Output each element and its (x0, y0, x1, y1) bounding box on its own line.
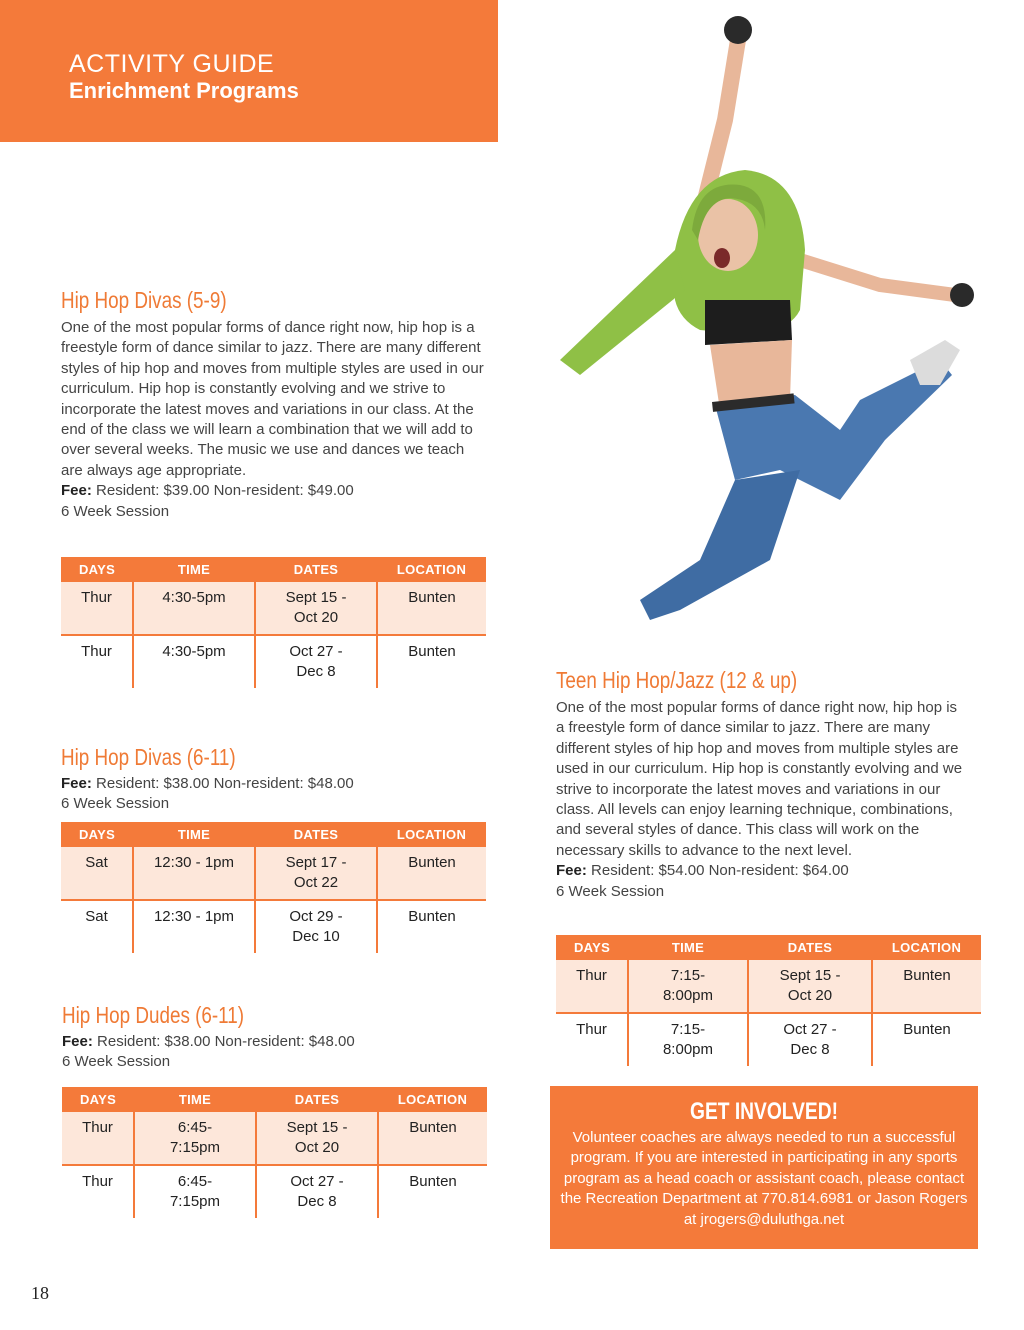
section-description: One of the most popular forms of dance right now, hip hop is a freestyle form of dance similar to jazz. There are many different styles of hip hop and moves from multiple styles are used in our curriculum. Hip hop is constantly evolving and we strive to incorporate the latest moves and variations in our class. All levels can enjoy learning technique, combinations, and several styles of dance. This class will work on the necessary skills to advance to the next level. (556, 699, 963, 859)
dancer-jumping-photo (500, 0, 1010, 650)
table-header-time: TIME (133, 822, 255, 847)
cell-time: 7:15- 8:00pm (628, 960, 748, 1013)
get-involved-text: Volunteer coaches are always needed to run a successful program. If you are interested in participating in any sports program as a head coach or assistant coach, please contact the Recreation Department at 770.814.6981 or Jason Rogers at jrogers@duluthga.net (560, 1129, 968, 1228)
section-body-hip-hop-divas-5-9 (61, 318, 486, 522)
get-involved-title: GET INVOLVED! (690, 1098, 838, 1125)
fee-label: Fee: (556, 862, 587, 880)
schedule-table-hip-hop-divas-5-9 (61, 557, 486, 688)
cell-days: Thur (556, 960, 628, 1013)
cell-dates: Oct 27 - Dec 8 (748, 1013, 872, 1066)
table-row (62, 1165, 487, 1218)
schedule-table-teen-hip-hop-jazz (556, 935, 981, 1066)
section-body-teen-hip-hop-jazz (556, 698, 966, 902)
session-length: 6 Week Session (556, 882, 665, 900)
schedule-table-hip-hop-divas-6-11 (61, 822, 486, 953)
table-header-days: DAYS (556, 935, 628, 960)
table-header-time: TIME (134, 1087, 256, 1112)
cell-dates: Oct 27 - Dec 8 (255, 635, 377, 688)
table-row (61, 635, 486, 688)
table-row (556, 1013, 981, 1066)
section-body-hip-hop-dudes-6-11 (62, 1032, 487, 1073)
cell-location: Bunten (378, 1112, 487, 1165)
header-banner (0, 0, 498, 142)
table-header-dates: DATES (255, 557, 377, 582)
table-row (62, 1112, 487, 1165)
cell-days: Thur (62, 1165, 134, 1218)
fee-value: Resident: $38.00 Non-resident: $48.00 (96, 775, 354, 792)
cell-time: 6:45- 7:15pm (134, 1112, 256, 1165)
table-row (61, 847, 486, 900)
cell-days: Sat (61, 847, 133, 900)
section-title-hip-hop-divas-5-9: Hip Hop Divas (5-9) (61, 287, 227, 313)
cell-dates: Sept 15 - Oct 20 (255, 582, 377, 635)
cell-time: 12:30 - 1pm (133, 847, 255, 900)
cell-location: Bunten (377, 635, 486, 688)
table-header-days: DAYS (61, 822, 133, 847)
table-header-time: TIME (628, 935, 748, 960)
cell-days: Thur (61, 582, 133, 635)
cell-location: Bunten (378, 1165, 487, 1218)
session-length: 6 Week Session (61, 795, 170, 813)
get-involved-callout (550, 1086, 978, 1249)
section-title-hip-hop-dudes-6-11: Hip Hop Dudes (6-11) (62, 1002, 245, 1028)
cell-time: 12:30 - 1pm (133, 900, 255, 953)
schedule-table-hip-hop-dudes-6-11 (62, 1087, 487, 1218)
cell-dates: Sept 15 - Oct 20 (748, 960, 872, 1013)
table-row (556, 960, 981, 1013)
cell-location: Bunten (872, 960, 981, 1013)
cell-time: 4:30-5pm (133, 635, 255, 688)
section-description: One of the most popular forms of dance right now, hip hop is a freestyle form of dance similar to jazz. There are many different styles of hip hop and moves from multiple styles are used in our curriculum. Hip hop is constantly evolving and we strive to incorporate the latest moves and variations in our class. At the end of the class we will learn a combination that we will add to over several weeks. The music we use and dances we teach are always age appropriate. (61, 319, 484, 479)
table-header-location: LOCATION (377, 557, 486, 582)
table-header-days: DAYS (62, 1087, 134, 1112)
section-body-hip-hop-divas-6-11 (61, 774, 486, 815)
table-row (61, 582, 486, 635)
cell-location: Bunten (377, 582, 486, 635)
table-header-dates: DATES (255, 822, 377, 847)
cell-time: 7:15- 8:00pm (628, 1013, 748, 1066)
header-subtitle: Enrichment Programs (69, 78, 299, 103)
table-header-location: LOCATION (377, 822, 486, 847)
cell-days: Thur (61, 635, 133, 688)
fee-value: Resident: $54.00 Non-resident: $64.00 (591, 862, 849, 880)
cell-dates: Oct 27 - Dec 8 (256, 1165, 378, 1218)
session-length: 6 Week Session (61, 502, 170, 520)
table-row (61, 900, 486, 953)
fee-label: Fee: (62, 1033, 93, 1050)
section-title-teen-hip-hop-jazz: Teen Hip Hop/Jazz (12 & up) (556, 667, 798, 693)
cell-days: Thur (62, 1112, 134, 1165)
table-header-time: TIME (133, 557, 255, 582)
table-header-location: LOCATION (378, 1087, 487, 1112)
cell-dates: Sept 17 - Oct 22 (255, 847, 377, 900)
table-header-dates: DATES (256, 1087, 378, 1112)
fee-value: Resident: $38.00 Non-resident: $48.00 (97, 1033, 355, 1050)
cell-time: 6:45- 7:15pm (134, 1165, 256, 1218)
cell-days: Thur (556, 1013, 628, 1066)
cell-time: 4:30-5pm (133, 582, 255, 635)
page-number: 18 (31, 1283, 49, 1303)
session-length: 6 Week Session (62, 1053, 171, 1071)
cell-dates: Sept 15 - Oct 20 (256, 1112, 378, 1165)
table-header-location: LOCATION (872, 935, 981, 960)
cell-location: Bunten (377, 847, 486, 900)
cell-dates: Oct 29 - Dec 10 (255, 900, 377, 953)
fee-value: Resident: $39.00 Non-resident: $49.00 (96, 482, 354, 500)
table-header-dates: DATES (748, 935, 872, 960)
table-header-days: DAYS (61, 557, 133, 582)
cell-location: Bunten (872, 1013, 981, 1066)
cell-days: Sat (61, 900, 133, 953)
cell-location: Bunten (377, 900, 486, 953)
fee-label: Fee: (61, 775, 92, 792)
section-title-hip-hop-divas-6-11: Hip Hop Divas (6-11) (61, 744, 236, 770)
header-guide: ACTIVITY GUIDE (69, 50, 275, 78)
fee-label: Fee: (61, 482, 92, 500)
